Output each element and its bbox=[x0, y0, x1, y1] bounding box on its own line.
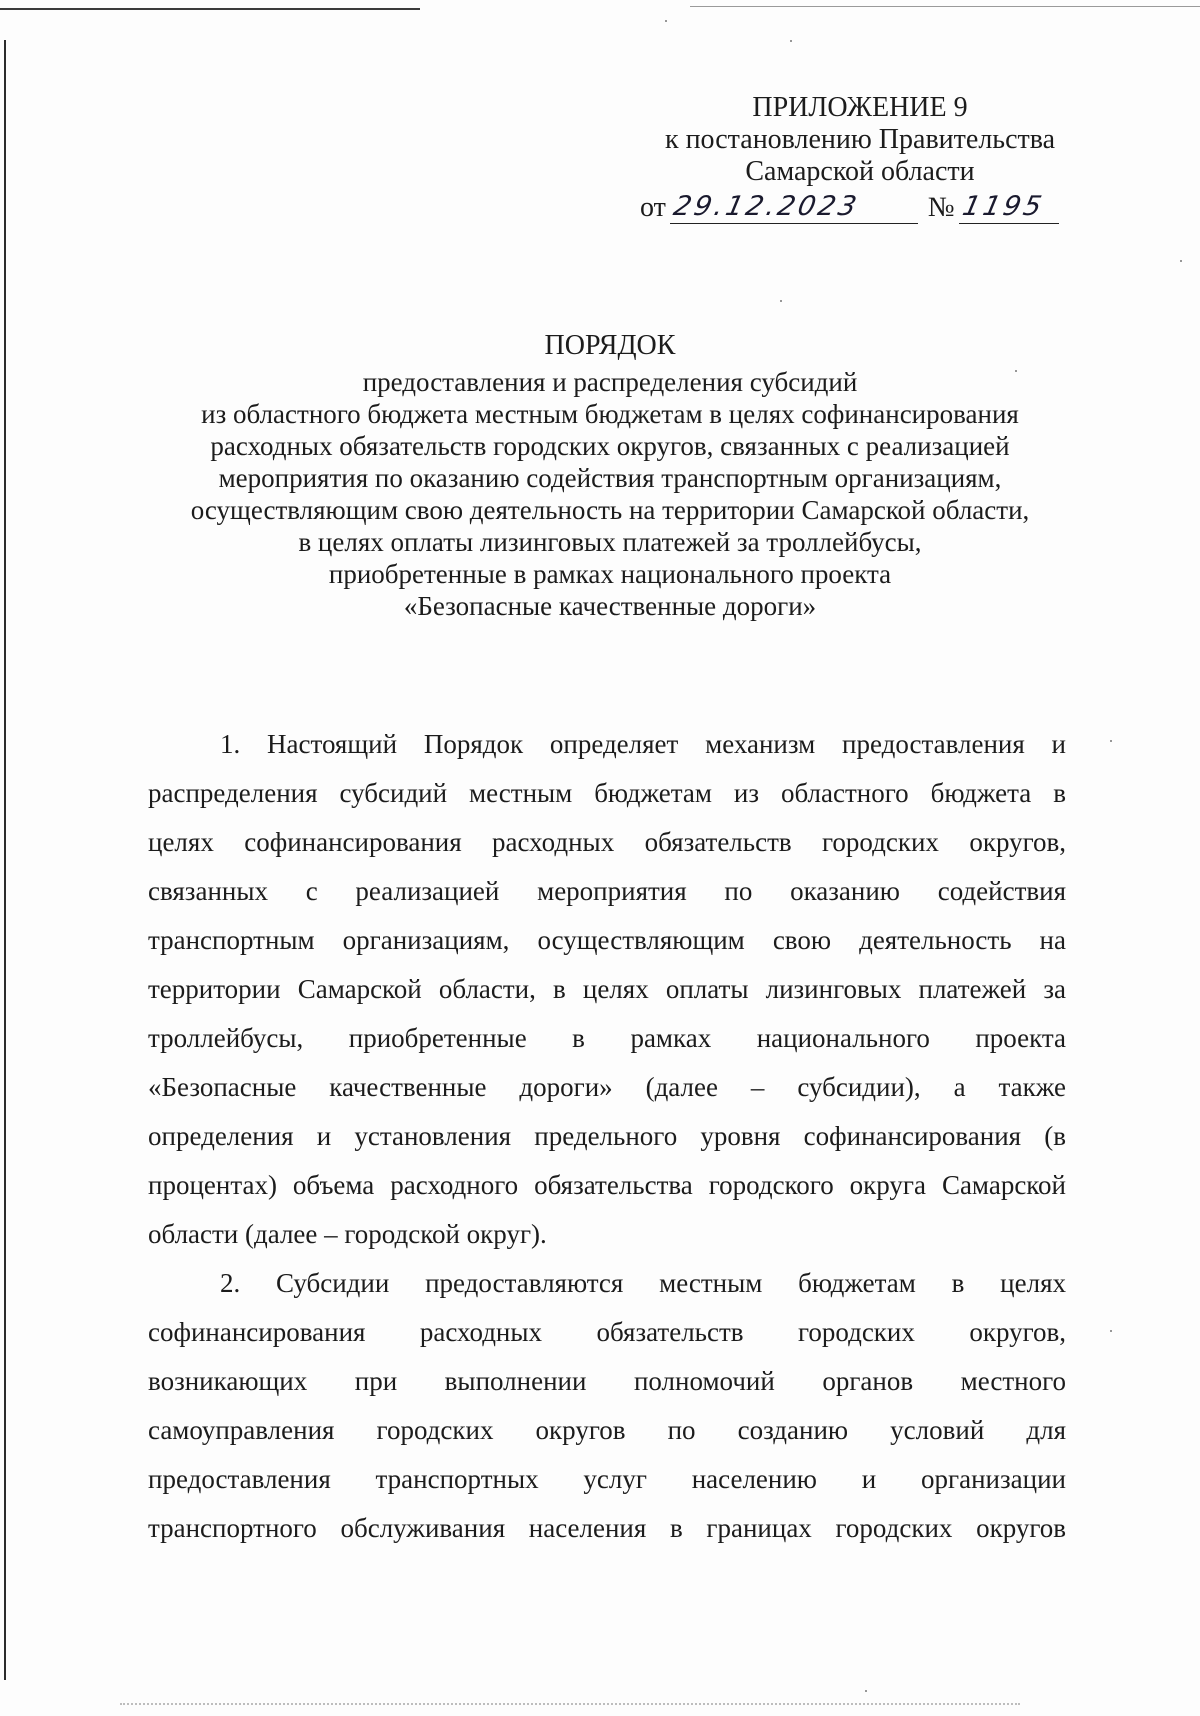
appendix-date-row bbox=[640, 188, 1080, 224]
handwritten-date: 29.12.2023 bbox=[670, 191, 862, 222]
paragraph-line: распределения субсидий местным бюджетам из областного бюджета в bbox=[148, 778, 1066, 808]
scan-artifact-left-edge bbox=[4, 40, 6, 1680]
paragraph-line: территории Самарской области, в целях оплаты лизинговых платежей за bbox=[148, 974, 1066, 1004]
subtitle-line: предоставления и распределения субсидий bbox=[362, 367, 858, 397]
appendix-resolution-line: к постановлению Правительства bbox=[664, 124, 1056, 155]
scan-artifact-top-right bbox=[690, 6, 1200, 7]
scan-artifact-bottom bbox=[120, 1703, 1020, 1706]
paragraph-line: целях софинансирования расходных обязательств городских округов, bbox=[148, 827, 1066, 857]
subtitle-line: «Безопасные качественные дороги» bbox=[403, 591, 817, 621]
scan-speck bbox=[665, 20, 667, 22]
document-title-block bbox=[120, 330, 1100, 622]
scan-speck bbox=[1110, 740, 1112, 742]
paragraph-line: транспортным организациям, осуществляющим свою деятельность на bbox=[148, 925, 1066, 955]
document-title: ПОРЯДОК bbox=[544, 330, 676, 361]
paragraph-line: «Безопасные качественные дороги» (далее – субсидии), а также bbox=[148, 1072, 1066, 1102]
paragraph-line: области (далее – городской округ). bbox=[148, 1219, 547, 1249]
paragraph-line: транспортного обслуживания населения в границах городских округов bbox=[148, 1513, 1066, 1543]
subtitle-line: из областного бюджета местным бюджетам в целях софинансирования bbox=[201, 399, 1019, 429]
paragraph-line: самоуправления городских округов по созданию условий для bbox=[148, 1415, 1066, 1445]
subtitle-line: расходных обязательств городских округов, связанных с реализацией bbox=[210, 431, 1010, 461]
number-field bbox=[959, 191, 1059, 224]
scan-speck bbox=[865, 1690, 867, 1692]
subtitle-line: приобретенные в рамках национального проекта bbox=[328, 559, 892, 589]
paragraph-line: предоставления транспортных услуг населению и организации bbox=[148, 1464, 1066, 1494]
paragraph-line: 1. Настоящий Порядок определяет механизм предоставления и bbox=[220, 729, 1066, 759]
scan-speck bbox=[790, 40, 792, 42]
paragraph-2 bbox=[148, 1259, 1066, 1553]
scan-artifact-top bbox=[0, 8, 420, 10]
date-prefix: от bbox=[640, 192, 666, 223]
paragraph-line: определения и установления предельного уровня софинансирования (в bbox=[148, 1121, 1066, 1151]
scan-speck bbox=[1110, 1330, 1112, 1332]
paragraph-line: 2. Субсидии предоставляются местным бюджетам в целях bbox=[220, 1268, 1066, 1298]
paragraph-line: возникающих при выполнении полномочий органов местного bbox=[148, 1366, 1066, 1396]
date-field bbox=[670, 191, 918, 224]
appendix-title: ПРИЛОЖЕНИЕ 9 bbox=[752, 92, 968, 123]
appendix-region-line: Самарской области bbox=[745, 156, 975, 187]
appendix-header bbox=[640, 92, 1080, 224]
document-body bbox=[148, 720, 1066, 1553]
scan-speck bbox=[780, 300, 782, 302]
subtitle-line: осуществляющим свою деятельность на территории Самарской области, bbox=[190, 495, 1030, 525]
paragraph-line: софинансирования расходных обязательств городских округов, bbox=[148, 1317, 1066, 1347]
scan-speck bbox=[1180, 260, 1182, 262]
subtitle-line: в целях оплаты лизинговых платежей за троллейбусы, bbox=[298, 527, 922, 557]
number-prefix: № bbox=[927, 192, 955, 223]
paragraph-line: процентах) объема расходного обязательства городского округа Самарской bbox=[148, 1170, 1066, 1200]
paragraph-line: троллейбусы, приобретенные в рамках национального проекта bbox=[148, 1023, 1066, 1053]
subtitle-line: мероприятия по оказанию содействия транспортным организациям, bbox=[218, 463, 1002, 493]
paragraph-1 bbox=[148, 720, 1066, 1259]
paragraph-line: связанных с реализацией мероприятия по оказанию содействия bbox=[148, 876, 1066, 906]
handwritten-number: 1195 bbox=[959, 191, 1047, 222]
